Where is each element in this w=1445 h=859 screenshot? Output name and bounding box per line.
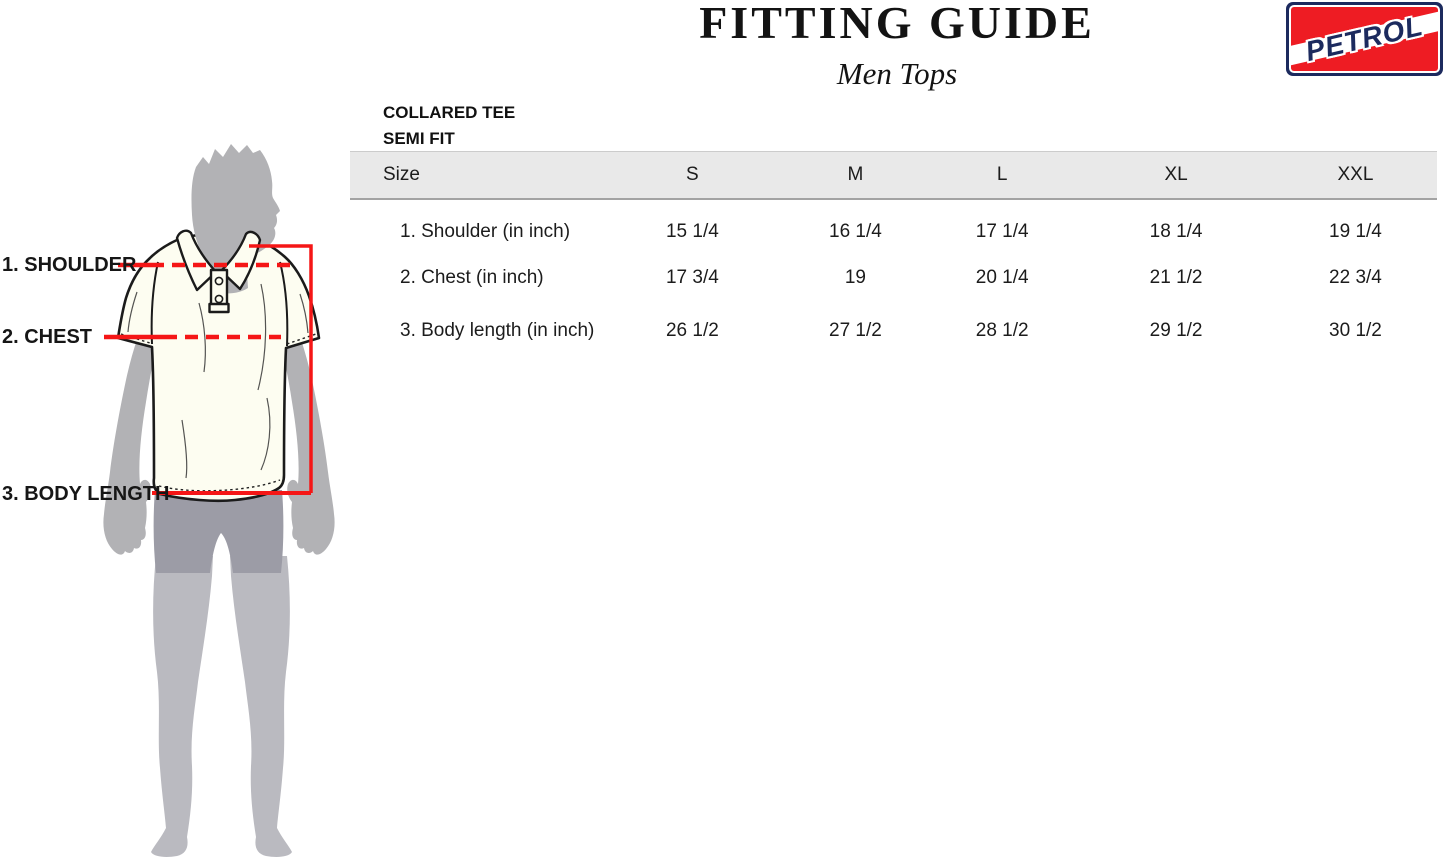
body-legs — [151, 556, 292, 857]
cell-value: 28 1/2 — [975, 320, 1029, 341]
cell-value: 30 1/2 — [1329, 320, 1382, 341]
cell-value: 15 1/4 — [665, 220, 719, 242]
cell-value: 19 — [844, 267, 866, 288]
cell-value: 26 1/2 — [665, 320, 719, 341]
cell-value: 16 1/4 — [829, 220, 882, 242]
page-title: FITTING GUIDE — [699, 0, 1095, 48]
product-name: COLLARED TEE — [383, 103, 516, 122]
table-row-body-length — [350, 305, 1437, 358]
cell-value: 22 3/4 — [1329, 267, 1382, 288]
cell-value: 21 1/2 — [1149, 267, 1203, 288]
body-length-label: 3. BODY LENGTH — [2, 483, 170, 505]
page-subtitle: Men Tops — [836, 56, 958, 91]
cell-value: 20 1/4 — [975, 267, 1029, 288]
row-label: 2. Chest (in inch) — [400, 267, 544, 288]
col-header-xl: XL — [1164, 163, 1188, 185]
cell-value: 17 3/4 — [665, 267, 719, 288]
shoulder-label: 1. SHOULDER — [2, 254, 137, 276]
brand-name: PETROL — [1302, 9, 1427, 68]
body-shorts — [154, 490, 284, 573]
product-heading — [383, 100, 515, 152]
cell-value: 29 1/2 — [1149, 320, 1203, 341]
table-row-shoulder — [350, 199, 1437, 252]
product-fit: SEMI FIT — [383, 129, 455, 148]
petrol-logo — [1286, 2, 1443, 76]
cell-value: 18 1/4 — [1149, 220, 1203, 242]
size-table-header-row — [350, 152, 1437, 199]
col-header-m: M — [847, 163, 864, 185]
col-header-l: L — [996, 163, 1008, 185]
col-header-s: S — [686, 163, 699, 185]
chest-label: 2. CHEST — [2, 326, 93, 348]
row-label: 1. Shoulder (in inch) — [400, 220, 571, 242]
logo-inner-border — [1289, 5, 1440, 73]
logo-red-field — [1291, 7, 1438, 71]
size-table — [350, 151, 1437, 358]
col-header-size: Size — [383, 163, 420, 185]
cell-value: 27 1/2 — [829, 320, 882, 341]
row-label: 3. Body length (in inch) — [400, 320, 595, 341]
cell-value: 17 1/4 — [975, 220, 1029, 242]
table-row-chest — [350, 252, 1437, 305]
cell-value: 19 1/4 — [1329, 220, 1382, 242]
col-header-xxl: XXL — [1337, 163, 1374, 185]
